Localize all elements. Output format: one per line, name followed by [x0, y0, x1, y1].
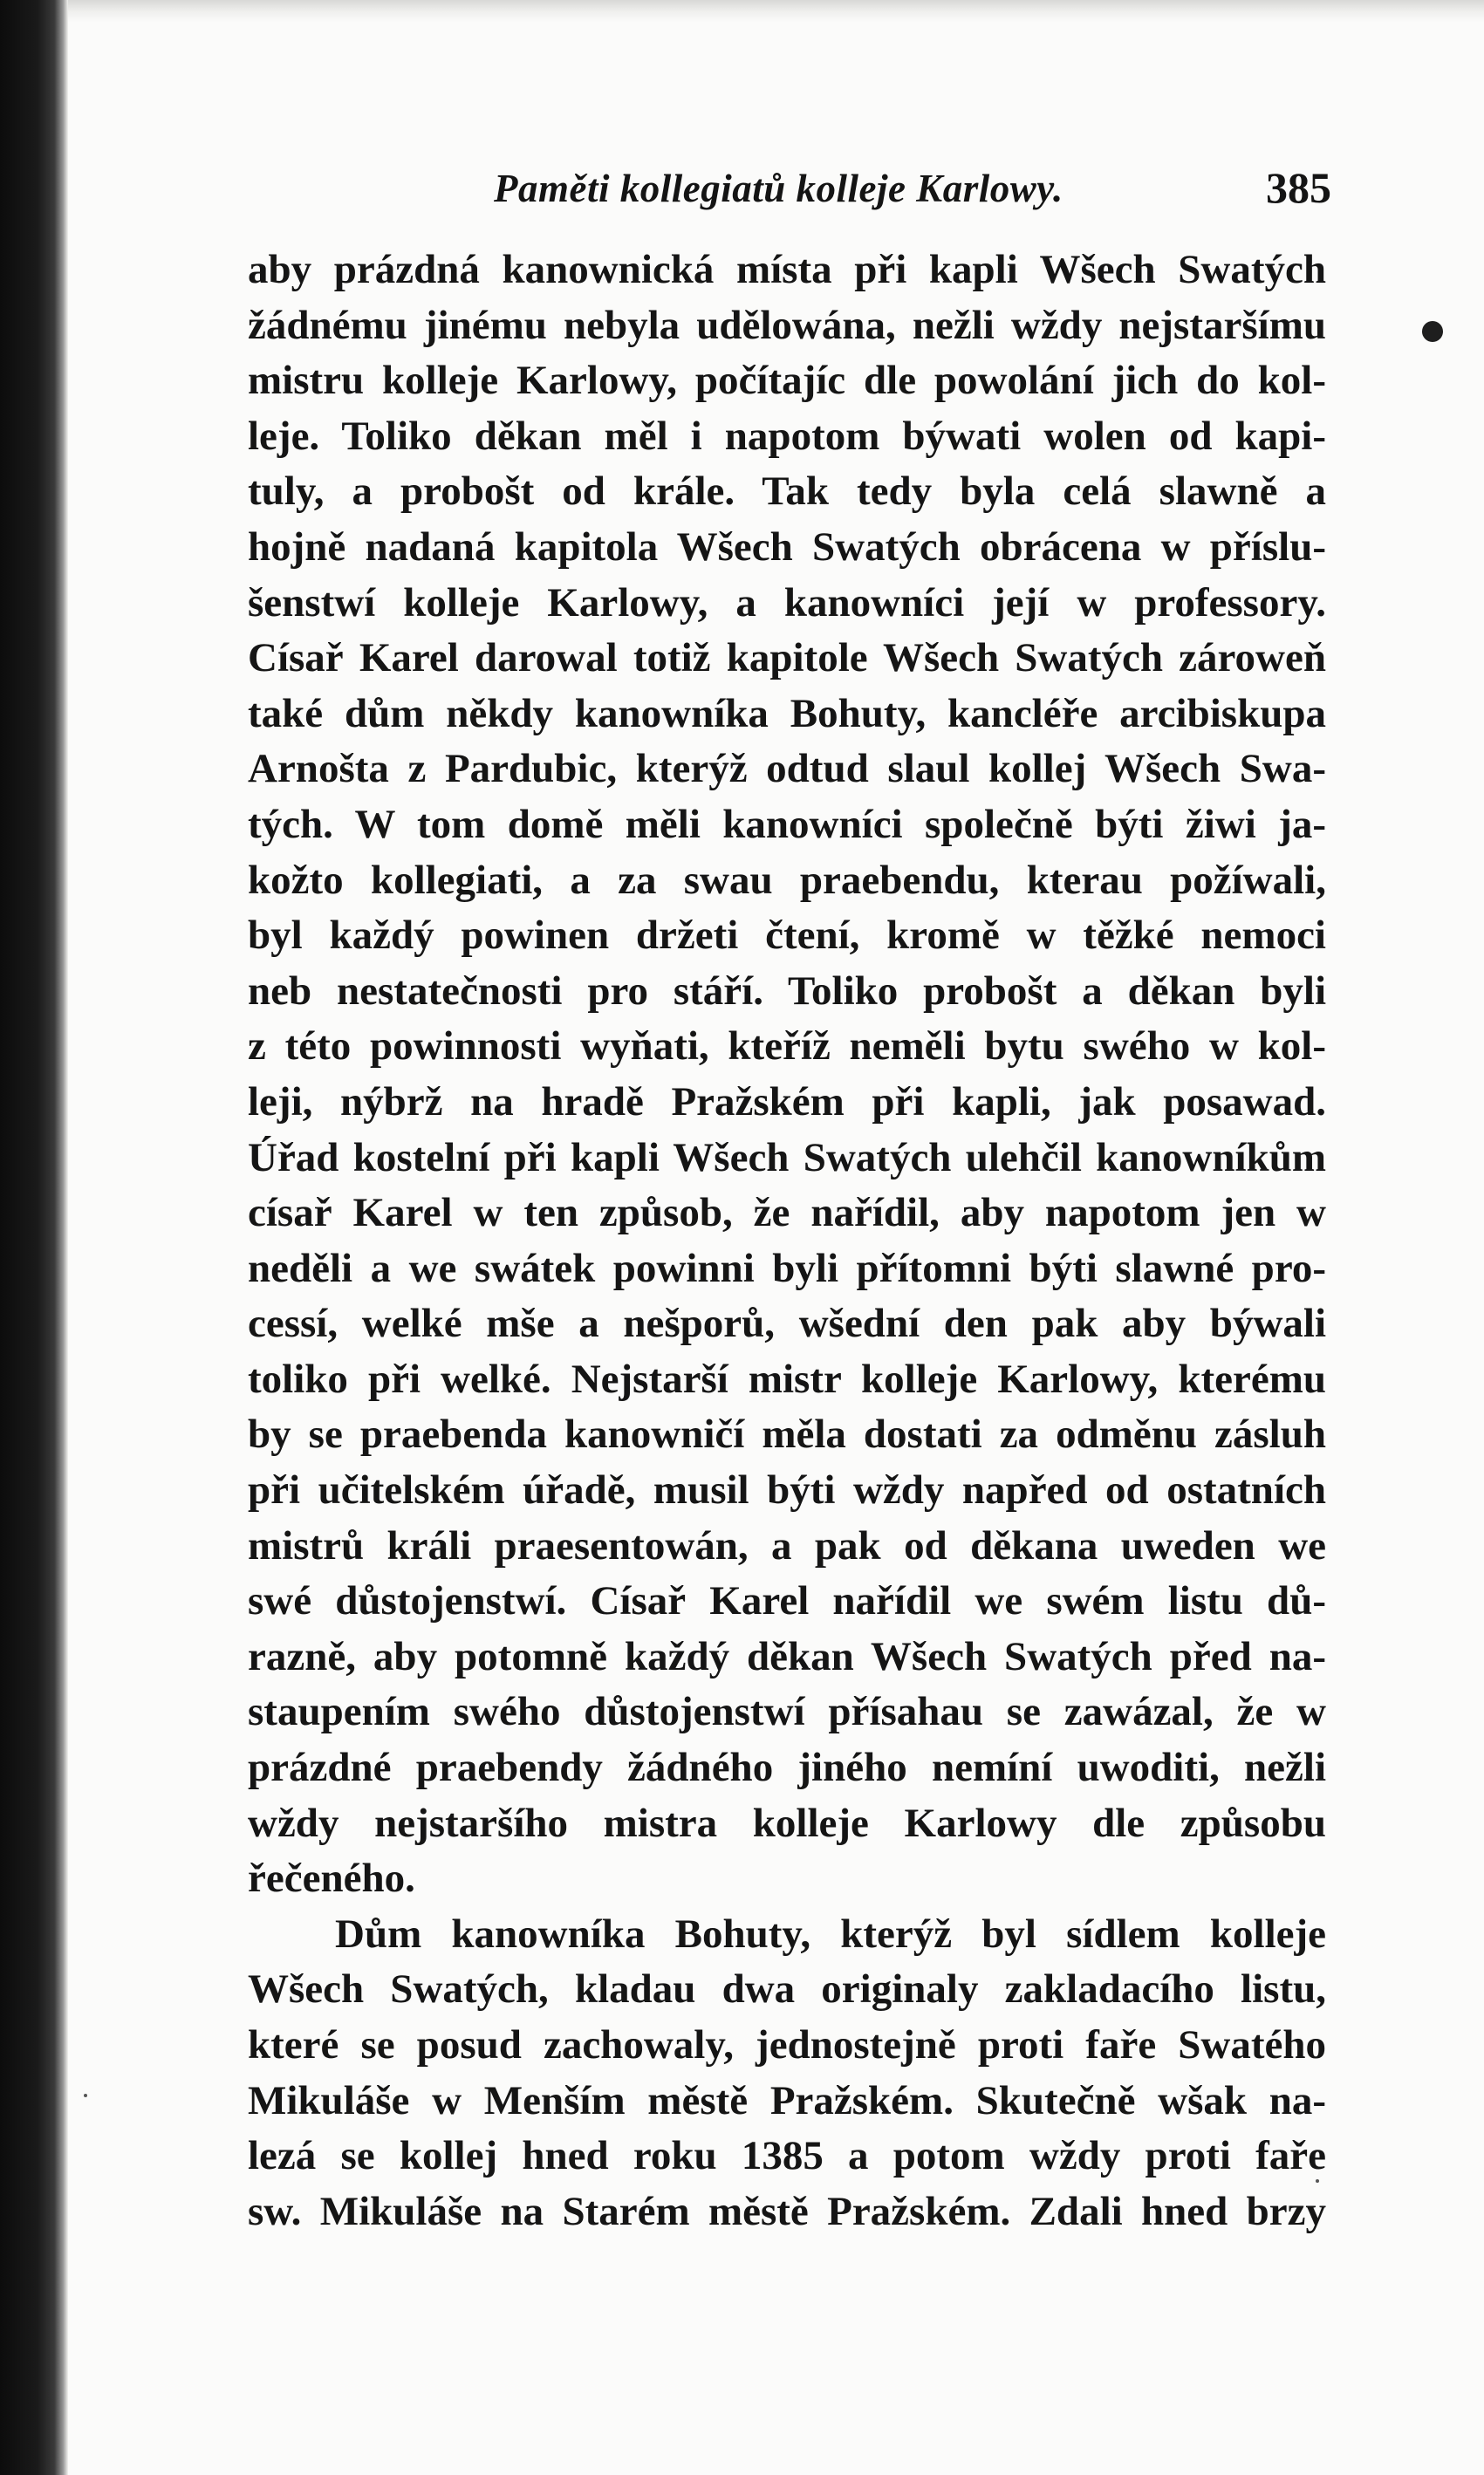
text-line: z této powinnosti wyňati, kteříž neměli bytu swého w kol-: [248, 1023, 1326, 1070]
text-line: žádnému jinému nebyla udělowána, nežli wždy nejstaršímu: [248, 302, 1326, 348]
margin-speck: [1316, 2179, 1319, 2183]
text-line: Arnošta z Pardubic, kterýž odtud slaul kollej Wšech Swa-: [248, 746, 1326, 792]
text-line: leje. Toliko děkan měl i napotom býwati wolen od kapi-: [248, 413, 1326, 459]
text-line: byl každý powinen držeti čtení, kromě w těžké nemoci: [248, 913, 1326, 959]
text-line: Mikuláše w Menším městě Pražském. Skutečně wšak na-: [248, 2077, 1326, 2123]
text-line: toliko při welké. Nejstarší mistr kolleje Karlowy, kterému: [248, 1356, 1326, 1402]
margin-speck: [84, 2094, 87, 2097]
text-line: wždy nejstaršího mistra kolleje Karlowy dle způsobu: [248, 1800, 1326, 1846]
text-line: aby prázdná kanownická místa při kapli Wšech Swatých: [248, 247, 1326, 292]
text-line: Wšech Swatých, kladau dwa originaly zakladacího listu,: [248, 1966, 1326, 2013]
text-line: řečeného.: [248, 1856, 415, 1902]
text-line: šenstwí kolleje Karlowy, a kanowníci její w professory.: [248, 579, 1326, 626]
text-line: by se praebenda kanowničí měla dostati za odměnu zásluh: [248, 1412, 1326, 1458]
text-line: mistru kolleje Karlowy, počítajíc dle powolání jich do kol-: [248, 358, 1326, 404]
text-line: hojně nadaná kapitola Wšech Swatých obrácena w příslu-: [248, 523, 1326, 570]
margin-ink-dot: [1422, 321, 1443, 342]
text-line: neb nestatečnosti pro stáří. Toliko probošt a děkan byli: [248, 967, 1326, 1014]
text-line: lezá se kollej hned roku 1385 a potom wždy proti faře: [248, 2133, 1326, 2179]
running-title: Paměti kollegiatů kolleje Karlowy.: [494, 167, 1063, 210]
book-binding-edge: [0, 0, 68, 2475]
text-line: leji, nýbrž na hradě Pražském při kapli, jak posawad.: [248, 1078, 1326, 1125]
scan-top-shadow: [68, 0, 1484, 23]
page-header: [253, 159, 1331, 220]
text-line: Úřad kostelní při kapli Wšech Swatých ulehčil kanowníkům: [248, 1134, 1326, 1180]
text-line: při učitelském úřadě, musil býti wždy napřed od ostatních: [248, 1467, 1326, 1514]
text-line: staupením swého důstojenstwí přísahau se zawázal, že w: [248, 1689, 1326, 1735]
body-text: [248, 243, 1326, 2239]
text-line: kožto kollegiati, a za swau praebendu, kterau požíwali,: [248, 857, 1326, 903]
text-line: sw. Mikuláše na Starém městě Pražském. Zdali hned brzy: [248, 2188, 1326, 2234]
text-line: císař Karel w ten způsob, že nařídil, aby napotom jen w: [248, 1190, 1326, 1236]
text-line: které se posud zachowaly, jednostejně proti faře Swatého: [248, 2022, 1326, 2068]
text-line: cessí, welké mše a nešporů, wšední den pak aby býwali: [248, 1301, 1326, 1347]
text-line: swé důstojenstwí. Císař Karel nařídil we swém listu dů-: [248, 1578, 1326, 1624]
text-line: tých. W tom domě měli kanowníci společně býti žiwi ja-: [248, 801, 1326, 847]
text-line: Dům kanowníka Bohuty, kterýž byl sídlem kolleje: [335, 1911, 1326, 1957]
text-line: razně, aby potomně každý děkan Wšech Swatých před na-: [248, 1633, 1326, 1679]
text-line: mistrů králi praesentowán, a pak od děkana uweden we: [248, 1522, 1326, 1569]
text-line: prázdné praebendy žádného jiného nemíní uwoditi, nežli: [248, 1745, 1326, 1791]
page-number: 385: [1266, 163, 1331, 212]
text-line: neděli a we swátek powinni byli přítomni býti slawné pro-: [248, 1245, 1326, 1291]
text-line: Císař Karel darowal totiž kapitole Wšech Swatých zároweň: [248, 635, 1326, 681]
text-line: tuly, a probošt od krále. Tak tedy byla celá slawně a: [248, 468, 1326, 515]
text-line: také dům někdy kanowníka Bohuty, kancléře arcibiskupa: [248, 690, 1326, 736]
